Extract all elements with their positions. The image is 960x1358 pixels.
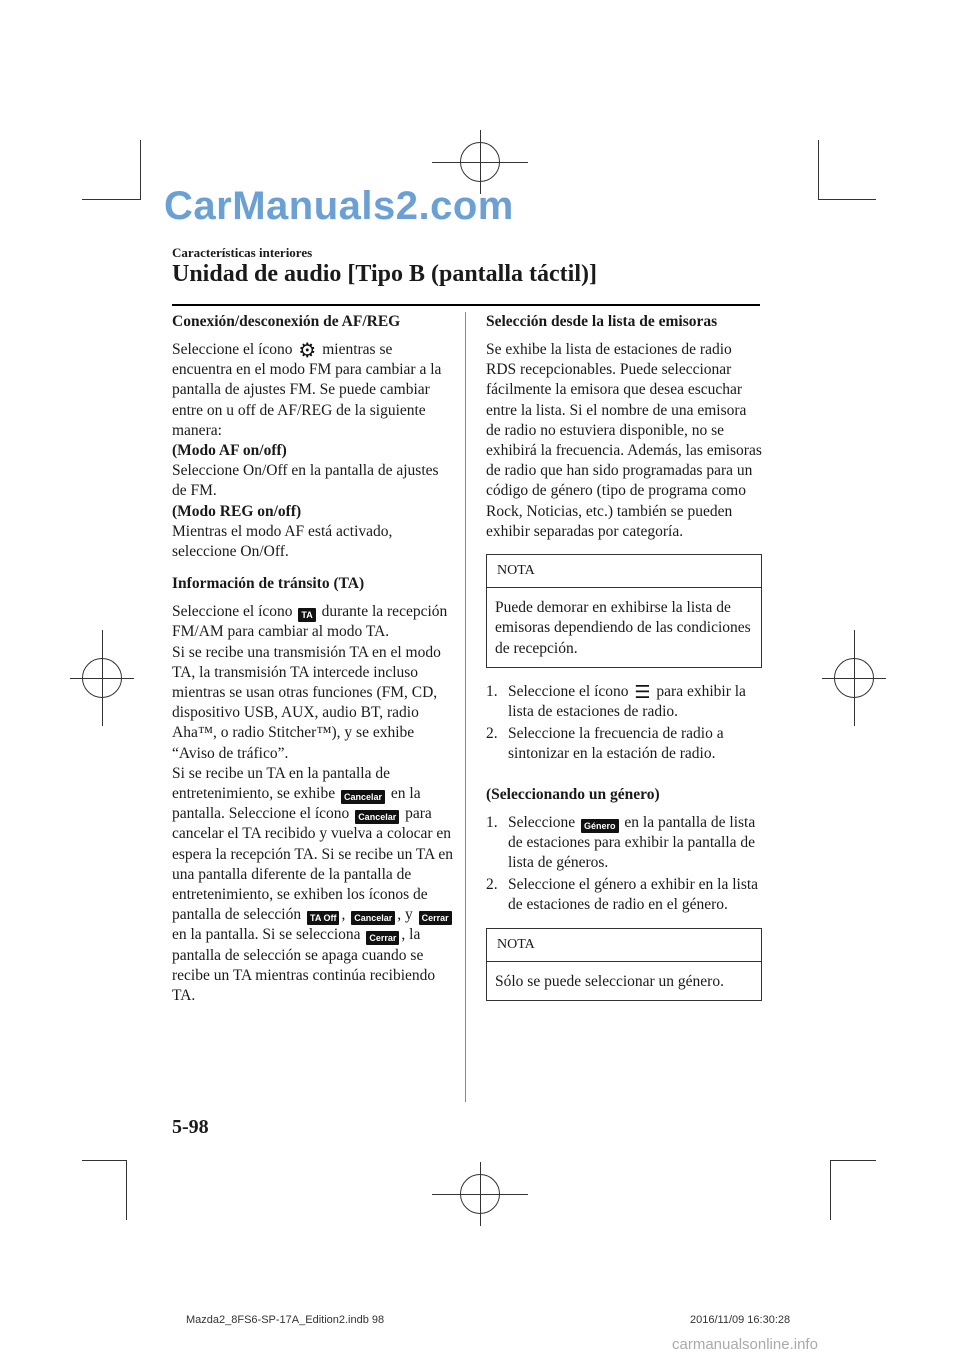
crop-mark [126, 1160, 127, 1220]
gear-icon: ⚙ [298, 340, 317, 362]
paragraph-ta: Seleccione el ícono TA durante la recepción FM/AM para cambiar al modo TA. Si se recibe una transmisión TA en el modo TA, la transmisión TA intercede incluso mientras se usan otras funciones (FM, CD, dispositivo USB, AUX, audio BT, radio Aha™, o radio Stitcher™), y se exhibe “Aviso de tráfico”. Si se recibe un TA en la pantalla de entretenimiento, se exhibe Cancelar en la pantalla. Seleccione el ícono Cancelar para cancelar el TA recibido y vuelva a colocar en espera la recepción TA. Si se recibe un TA en una pantalla diferente de la pantalla de entretenimiento, se exhiben los íconos de pantalla de selección TA Off , Cancelar , y Cerrar en la pantalla. Si se selecciona Cerrar , la pantalla de selección se apaga cuando se recibe un TA mientras continúa recibiendo TA. [172, 603, 454, 1005]
right-column [486, 312, 762, 1015]
crop-mark [140, 140, 141, 200]
list-item: 2. Seleccione la frecuencia de radio a sintonizar en la estación de radio. [486, 725, 724, 763]
crop-mark [82, 199, 140, 200]
crop-mark [818, 199, 876, 200]
crop-mark [830, 1160, 876, 1161]
note-heading: NOTA [487, 929, 761, 962]
registration-mark [102, 630, 103, 726]
note-box [486, 928, 762, 1001]
registration-mark [480, 1162, 481, 1226]
cancel-icon: Cancelar [341, 790, 385, 804]
subheading-genre: (Seleccionando un género) [486, 785, 660, 803]
ta-icon: TA [298, 608, 315, 622]
title-rule [172, 304, 760, 306]
heading-ta: Información de tránsito (TA) [172, 575, 365, 593]
genre-icon: Género [581, 819, 619, 833]
subheading-af: (Modo AF on/off) [172, 442, 287, 460]
page-title: Unidad de audio [Tipo B (pantalla táctil)] [172, 261, 597, 287]
watermark-logo[interactable]: CarManuals2.com [164, 184, 514, 228]
note-body: Sólo se puede seleccionar un género. [495, 972, 724, 990]
close-icon: Cerrar [419, 911, 452, 925]
heading-station-list: Selección desde la lista de emisoras [486, 313, 718, 330]
watermark-footer[interactable]: carmanualsonline.info [672, 1336, 818, 1353]
list-item: 1. Seleccione Género en la pantalla de lista de estaciones para exhibir la pantalla de lista de géneros. [486, 813, 756, 872]
page-number: 5-98 [172, 1116, 209, 1138]
subheading-reg: (Modo REG on/off) [172, 502, 302, 520]
footer-timestamp: 2016/11/09 16:30:28 [690, 1314, 791, 1326]
list-item: 1. Seleccione el ícono ☰ para exhibir la lista de estaciones de radio. [486, 681, 746, 721]
heading-af-reg: Conexión/desconexión de AF/REG [172, 313, 401, 330]
note-box [486, 554, 762, 668]
paragraph-af-reg: Seleccione el ícono ⚙ mientras se encuentra en el modo FM para cambiar a la pantalla de ajustes FM. Se puede cambiar entre on u off de AF/REG de la siguiente manera: (Modo AF on/off) Seleccione On/Off en la pantalla de ajustes de FM. (Modo REG on/off) Mientras el modo AF está activado, seleccione On/Off. [172, 340, 454, 562]
note-heading: NOTA [487, 555, 761, 588]
cancel-icon: Cancelar [351, 911, 395, 925]
note-body: Puede demorar en exhibirse la lista de emisoras dependiendo de las condiciones de recepción. [495, 599, 751, 657]
ta-off-icon: TA Off [307, 911, 340, 925]
left-column [172, 312, 454, 1018]
section-label: Características interiores [172, 245, 313, 260]
crop-mark [818, 140, 819, 200]
registration-mark [854, 630, 855, 726]
paragraph-station-list: Se exhibe la lista de estaciones de radio RDS recepcionables. Puede seleccionar fácilmente la emisora que desea escuchar entre la lista. Si el nombre de una emisora de radio no estuviera disponible, no se exhibirá la frecuencia. Además, las emisoras de radio que han sido programadas para un código de género (tipo de programa como Rock, Noticias, etc.) también se pueden exhibir separadas por categoría. [486, 341, 762, 540]
column-divider [465, 312, 466, 1102]
list-item: 2. Seleccione el género a exhibir en la lista de estaciones de radio en el género. [486, 876, 759, 914]
genre-steps-list [486, 813, 762, 916]
crop-mark [830, 1160, 831, 1220]
steps-list [486, 682, 762, 765]
close-icon: Cerrar [366, 931, 399, 945]
footer-filename: Mazda2_8FS6-SP-17A_Edition2.indb 98 [186, 1314, 385, 1326]
cancel-icon: Cancelar [355, 810, 399, 824]
list-icon: ☰ [634, 681, 651, 702]
crop-mark [82, 1160, 126, 1161]
